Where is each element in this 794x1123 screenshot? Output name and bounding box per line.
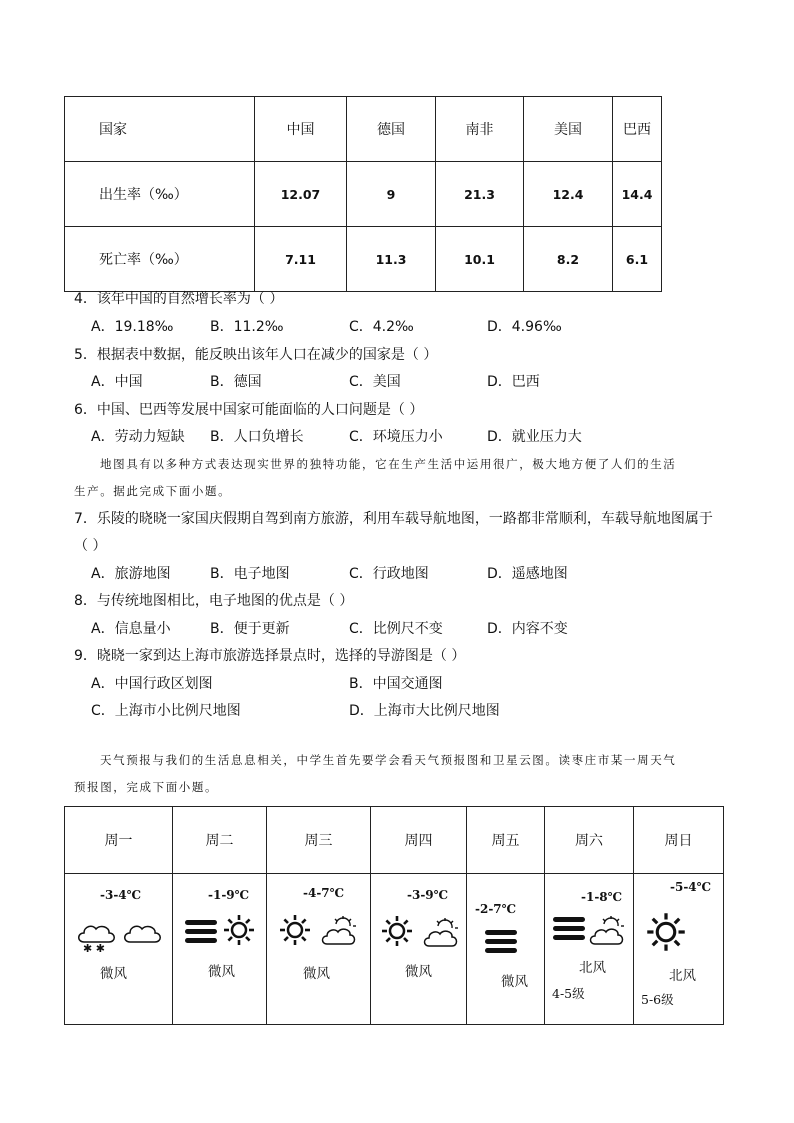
weather-cell-friday <box>467 874 545 1025</box>
wind-sunday: 北风 <box>669 968 696 984</box>
q8-option-b[interactable]: B．便于更新 <box>210 621 290 637</box>
q5-option-a[interactable]: A．中国 <box>91 374 143 390</box>
q6-option-c[interactable]: C．环境压力小 <box>349 429 443 445</box>
haze-partly-cloudy-icon <box>553 914 625 946</box>
q9-option-c[interactable]: C．上海市小比例尺地图 <box>91 703 241 719</box>
q6-option-a[interactable]: A．劳动力短缺 <box>91 429 185 445</box>
table-row <box>65 227 662 292</box>
weather-cell-wednesday <box>267 874 371 1025</box>
day-saturday: 周六 <box>545 807 634 874</box>
birth-germany: 9 <box>347 162 436 227</box>
haze-sun-icon <box>185 914 257 948</box>
wind-level-sunday: 5-6级 <box>641 992 674 1007</box>
wind-wednesday: 微风 <box>303 966 330 982</box>
question-7-stem: 7．乐陵的晓晓一家国庆假期自驾到南方旅游，利用车载导航地图，一路都非常顺利，车载导航地图属于 <box>74 511 713 527</box>
header-south-africa: 南非 <box>436 97 524 162</box>
day-sunday: 周日 <box>634 807 724 874</box>
q5-option-b[interactable]: B．德国 <box>210 374 262 390</box>
q7-option-d[interactable]: D．遥感地图 <box>487 566 568 582</box>
table-row <box>65 162 662 227</box>
question-9-stem: 9．晓晓一家到达上海市旅游选择景点时，选择的导游图是（ ） <box>74 648 466 664</box>
q9-option-a[interactable]: A．中国行政区划图 <box>91 676 213 692</box>
day-tuesday: 周二 <box>173 807 267 874</box>
q7-option-a[interactable]: A．旅游地图 <box>91 566 171 582</box>
intro-map-line2: 生产。据此完成下面小题。 <box>74 484 232 498</box>
day-monday: 周一 <box>65 807 173 874</box>
wind-monday: 微风 <box>100 966 127 982</box>
q7-option-b[interactable]: B．电子地图 <box>210 566 290 582</box>
death-germany: 11.3 <box>347 227 436 292</box>
death-usa: 8.2 <box>524 227 613 292</box>
death-rate-label: 死亡率（‰） <box>65 227 255 292</box>
svg-text:✱ ✱: ✱ ✱ <box>83 942 105 954</box>
q8-option-a[interactable]: A．信息量小 <box>91 621 171 637</box>
intro-weather-line1: 天气预报与我们的生活息息相关，中学生首先要学会看天气预报图和卫星云图。读枣庄市某一周天气 <box>100 753 677 767</box>
header-country: 国家 <box>65 97 255 162</box>
header-china: 中国 <box>255 97 347 162</box>
intro-weather-line2: 预报图，完成下面小题。 <box>74 780 219 794</box>
death-china: 7.11 <box>255 227 347 292</box>
sun-partly-cloudy-icon <box>381 914 461 948</box>
temp-wednesday: -4-7℃ <box>303 886 345 900</box>
death-south-africa: 10.1 <box>436 227 524 292</box>
q4-option-d[interactable]: D．4.96‰ <box>487 319 562 335</box>
population-table <box>64 96 662 292</box>
q4-option-a[interactable]: A．19.18‰ <box>91 319 174 335</box>
header-germany: 德国 <box>347 97 436 162</box>
temp-monday: -3-4℃ <box>100 888 142 902</box>
death-brazil: 6.1 <box>613 227 662 292</box>
q4-option-c[interactable]: C．4.2‰ <box>349 319 414 335</box>
birth-rate-label: 出生率（‰） <box>65 162 255 227</box>
weather-forecast-table <box>64 806 724 1025</box>
weather-cell-thursday <box>371 874 467 1025</box>
intro-map-line1: 地图具有以多种方式表达现实世界的独特功能，它在生产生活中运用很广，极大地方便了人们的生活 <box>100 457 677 471</box>
day-thursday: 周四 <box>371 807 467 874</box>
q5-option-d[interactable]: D．巴西 <box>487 374 540 390</box>
table-row <box>65 807 724 874</box>
q9-option-b[interactable]: B．中国交通图 <box>349 676 443 692</box>
day-friday: 周五 <box>467 807 545 874</box>
wind-friday: 微风 <box>501 974 528 990</box>
question-4-stem: 4．该年中国的自然增长率为（ ） <box>74 291 284 307</box>
q4-option-b[interactable]: B．11.2‰ <box>210 319 284 335</box>
temp-thursday: -3-9℃ <box>407 888 449 902</box>
weather-cell-saturday <box>545 874 634 1025</box>
wind-thursday: 微风 <box>405 964 432 980</box>
sun-partly-cloudy-icon <box>279 912 361 948</box>
temp-saturday: -1-8℃ <box>581 890 623 904</box>
q8-option-d[interactable]: D．内容不变 <box>487 621 568 637</box>
question-7-stem-cont: （ ） <box>74 538 107 554</box>
weather-cell-sunday <box>634 874 724 1025</box>
wind-level-saturday: 4-5级 <box>552 986 585 1001</box>
wind-saturday: 北风 <box>579 960 606 976</box>
temp-tuesday: -1-9℃ <box>208 888 250 902</box>
snow-cloud-icon <box>77 916 167 954</box>
birth-brazil: 14.4 <box>613 162 662 227</box>
weather-cell-tuesday <box>173 874 267 1025</box>
temp-friday: -2-7℃ <box>475 902 517 916</box>
q6-option-b[interactable]: B．人口负增长 <box>210 429 304 445</box>
wind-tuesday: 微风 <box>208 964 235 980</box>
question-6-stem: 6．中国、巴西等发展中国家可能面临的人口问题是（ ） <box>74 402 424 418</box>
q9-option-d[interactable]: D．上海市大比例尺地图 <box>349 703 500 719</box>
haze-icon <box>485 928 519 956</box>
temp-sunday: -5-4℃ <box>670 880 712 894</box>
sun-icon <box>646 912 686 952</box>
birth-china: 12.07 <box>255 162 347 227</box>
birth-south-africa: 21.3 <box>436 162 524 227</box>
header-usa: 美国 <box>524 97 613 162</box>
q8-option-c[interactable]: C．比例尺不变 <box>349 621 443 637</box>
q6-option-d[interactable]: D．就业压力大 <box>487 429 582 445</box>
q7-option-c[interactable]: C．行政地图 <box>349 566 429 582</box>
question-8-stem: 8．与传统地图相比，电子地图的优点是（ ） <box>74 593 354 609</box>
table-row <box>65 97 662 162</box>
weather-cell-monday <box>65 874 173 1025</box>
header-brazil: 巴西 <box>613 97 662 162</box>
birth-usa: 12.4 <box>524 162 613 227</box>
day-wednesday: 周三 <box>267 807 371 874</box>
table-row <box>65 874 724 1025</box>
question-5-stem: 5．根据表中数据，能反映出该年人口在减少的国家是（ ） <box>74 347 438 363</box>
q5-option-c[interactable]: C．美国 <box>349 374 401 390</box>
